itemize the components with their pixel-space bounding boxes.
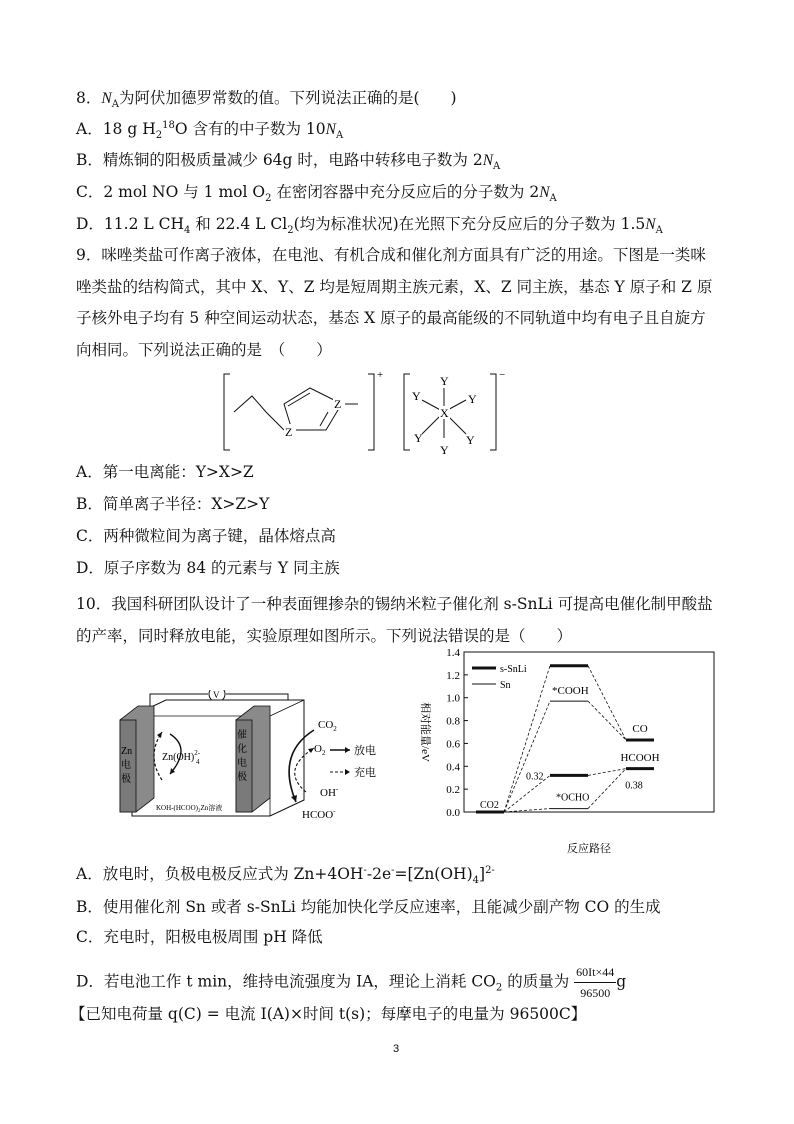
atom-x: X	[440, 406, 449, 420]
y-tick-label: 1.2	[446, 669, 460, 682]
q10-option-c: C．充电时，阳极电极周围 pH 降低	[76, 928, 323, 946]
anion-bracket-right	[490, 374, 496, 450]
atom-y-bottom: Y	[440, 443, 449, 457]
annotation-038: 0.38	[625, 780, 643, 792]
q8-option-b: B．精炼铜的阳极质量减少 64g 时，电路中转移电子数为 $2N_A$	[76, 151, 501, 173]
y-axis-label: 相对能量/eV	[419, 702, 431, 762]
atom-y-lower-right: Y	[466, 433, 475, 447]
q9-stem-line-1: 9．咪唑类盐可作离子液体，在电池、有机合成和催化剂方面具有广泛的用途。下图是一类咪	[76, 246, 706, 264]
atom-y-lower-left: Y	[414, 431, 423, 445]
anion-bracket-left	[404, 374, 410, 450]
q10-note: 【已知电荷量 q(C) = 电流 I(A)×时间 t(s)；每摩电子的电量为 96500C】	[70, 1005, 587, 1023]
q9-stem-line-4: 向相同。下列说法正确的是 （ ）	[76, 341, 332, 359]
ring-double-bond-2	[320, 412, 328, 426]
energy-connector	[588, 701, 626, 740]
q8-stem: 8．$N_A$为阿伏加德罗常数的值。下列说法正确的是( )	[76, 89, 457, 111]
zn-electrode-label-1: Zn	[121, 746, 133, 757]
mass-fraction: $\frac{60It\times 44}{96500}$	[574, 962, 616, 1003]
y-tick-label: 0.6	[446, 738, 460, 751]
x-axis-label: 反应路径	[567, 843, 611, 855]
y-tick-label: 0.8	[446, 715, 460, 728]
atom-y-upper-right: Y	[468, 392, 477, 406]
hcoo-label: HCOO-	[302, 807, 336, 821]
cation-bracket-right	[368, 374, 374, 450]
q10-option-b: B．使用催化剂 Sn 或者 s-SnLi 均能加快化学反应速率，且能减少副产物 CO 的生成	[76, 898, 661, 916]
atom-z-lower: Z	[285, 425, 293, 439]
o2-label: $O_2$	[314, 743, 326, 757]
cation-bracket-left	[224, 374, 230, 450]
catalyst-electrode-label-3: 电	[237, 758, 247, 769]
charge-label: 充电	[354, 767, 376, 779]
annotation-032: 0.32	[526, 771, 544, 783]
q8-option-c: C．2 mol NO 与 1 mol $O_2$ 在密闭容器中充分反应后的分子数为 $2N_A$	[76, 183, 557, 205]
annotation-hcooh: HCOOH	[620, 751, 660, 764]
q9-option-a: A．第一电离能：Y>X>Z	[76, 463, 254, 481]
page-number: 3	[393, 1043, 400, 1055]
q9-structure-diagram	[220, 368, 510, 458]
q9-option-b: B．简单离子半径：X>Z>Y	[76, 495, 270, 513]
q10-stem-line-1: 10．我国科研团队设计了一种表面锂掺杂的锡纳米粒子催化剂 s-SnLi 可提高电催化制甲酸盐	[76, 595, 713, 613]
q10-stem-line-2: 的产率，同时释放电能，实验原理如图所示。下列说法错误的是（ ）	[76, 627, 573, 645]
imidazole-ring	[284, 388, 338, 430]
voltmeter-label: V	[213, 690, 220, 700]
energy-connector	[504, 666, 550, 812]
q10-option-a: A．放电时，负极电极反应式为 $Zn+4OH^--2e^-=[Zn(OH)_4]^{2-}$	[76, 864, 495, 887]
annotation-cooh: *COOH	[552, 685, 589, 697]
annotation-ocho: *OCHO	[556, 792, 590, 804]
electrolyte-label: KOH-$(HCOO)_2Zn$溶液	[156, 804, 223, 814]
y-tick-label: 0.4	[446, 761, 460, 774]
annotation-co2: CO2	[480, 800, 499, 811]
anion-charge: −	[499, 369, 506, 381]
energy-connector	[504, 701, 550, 812]
electrolyte-container	[132, 700, 304, 816]
energy-connector	[588, 666, 626, 740]
q8-option-a: A．18 g $H_2^{18}O$ 含有的中子数为 $10N_A$	[76, 119, 344, 142]
atom-y-upper-left: Y	[412, 389, 421, 403]
y-tick-label: 1.4	[446, 647, 460, 659]
q9-option-d: D．原子序数为 84 的元素与 Y 同主族	[76, 559, 340, 577]
legend-label-s-snli: s-SnLi	[500, 664, 527, 675]
zn-electrode-label-3: 极	[121, 774, 131, 785]
q9-stem-line-2: 唑类盐的结构简式，其中 X、Y、Z 均是短周期主族元素，X、Z 同主族，基态 Y 原子和 Z 原	[76, 278, 713, 296]
legend-label-sn: Sn	[500, 680, 511, 691]
zn-electrode-label-2: 电	[121, 760, 131, 771]
propyl-chain	[234, 396, 284, 430]
atom-z-upper: Z	[334, 397, 342, 411]
catalyst-electrode-label-4: 极	[237, 772, 247, 783]
catalyst-electrode-label-2: 化	[237, 744, 247, 755]
catalyst-electrode-label-1: 催	[237, 730, 247, 741]
q8-option-d: D．11.2 L $CH_4$ 和 22.4 L $Cl_2$(均为标准状况)在光照下充分反应后的分子数为 $1.5N_A$	[76, 215, 663, 237]
y-tick-label: 0.2	[446, 784, 460, 797]
zincate-subscript: 4	[196, 758, 200, 766]
q9-option-c: C．两种微粒间为离子键，晶体熔点高	[76, 527, 336, 545]
y-tick-label: 0.0	[446, 807, 460, 819]
energy-connector	[504, 809, 550, 812]
q9-stem-line-3: 子核外电子均有 5 种空间运动状态，基态 X 原子的最高能级的不同轨道中均有电子且自旋方	[76, 309, 706, 327]
co2-label: $CO_2$	[318, 719, 337, 733]
cation-charge: +	[377, 369, 384, 381]
annotation-co: CO	[632, 723, 648, 735]
y-tick-label: 1.0	[446, 692, 460, 705]
zincate-label: Zn(OH)$^{2-}$	[162, 749, 201, 763]
atom-y-top: Y	[440, 374, 449, 388]
discharge-label: 放电	[354, 745, 376, 757]
q10-energy-chart	[404, 642, 724, 858]
q10-cell-diagram	[110, 690, 380, 830]
chart-frame	[464, 652, 714, 812]
q10-option-d: D．若电池工作 t min，维持电流强度为 IA，理论上消耗 $CO_2$ 的质量为 $\frac{60It\times 44}{96500}$ g	[76, 962, 626, 1003]
oh-label: OH-	[320, 785, 339, 799]
